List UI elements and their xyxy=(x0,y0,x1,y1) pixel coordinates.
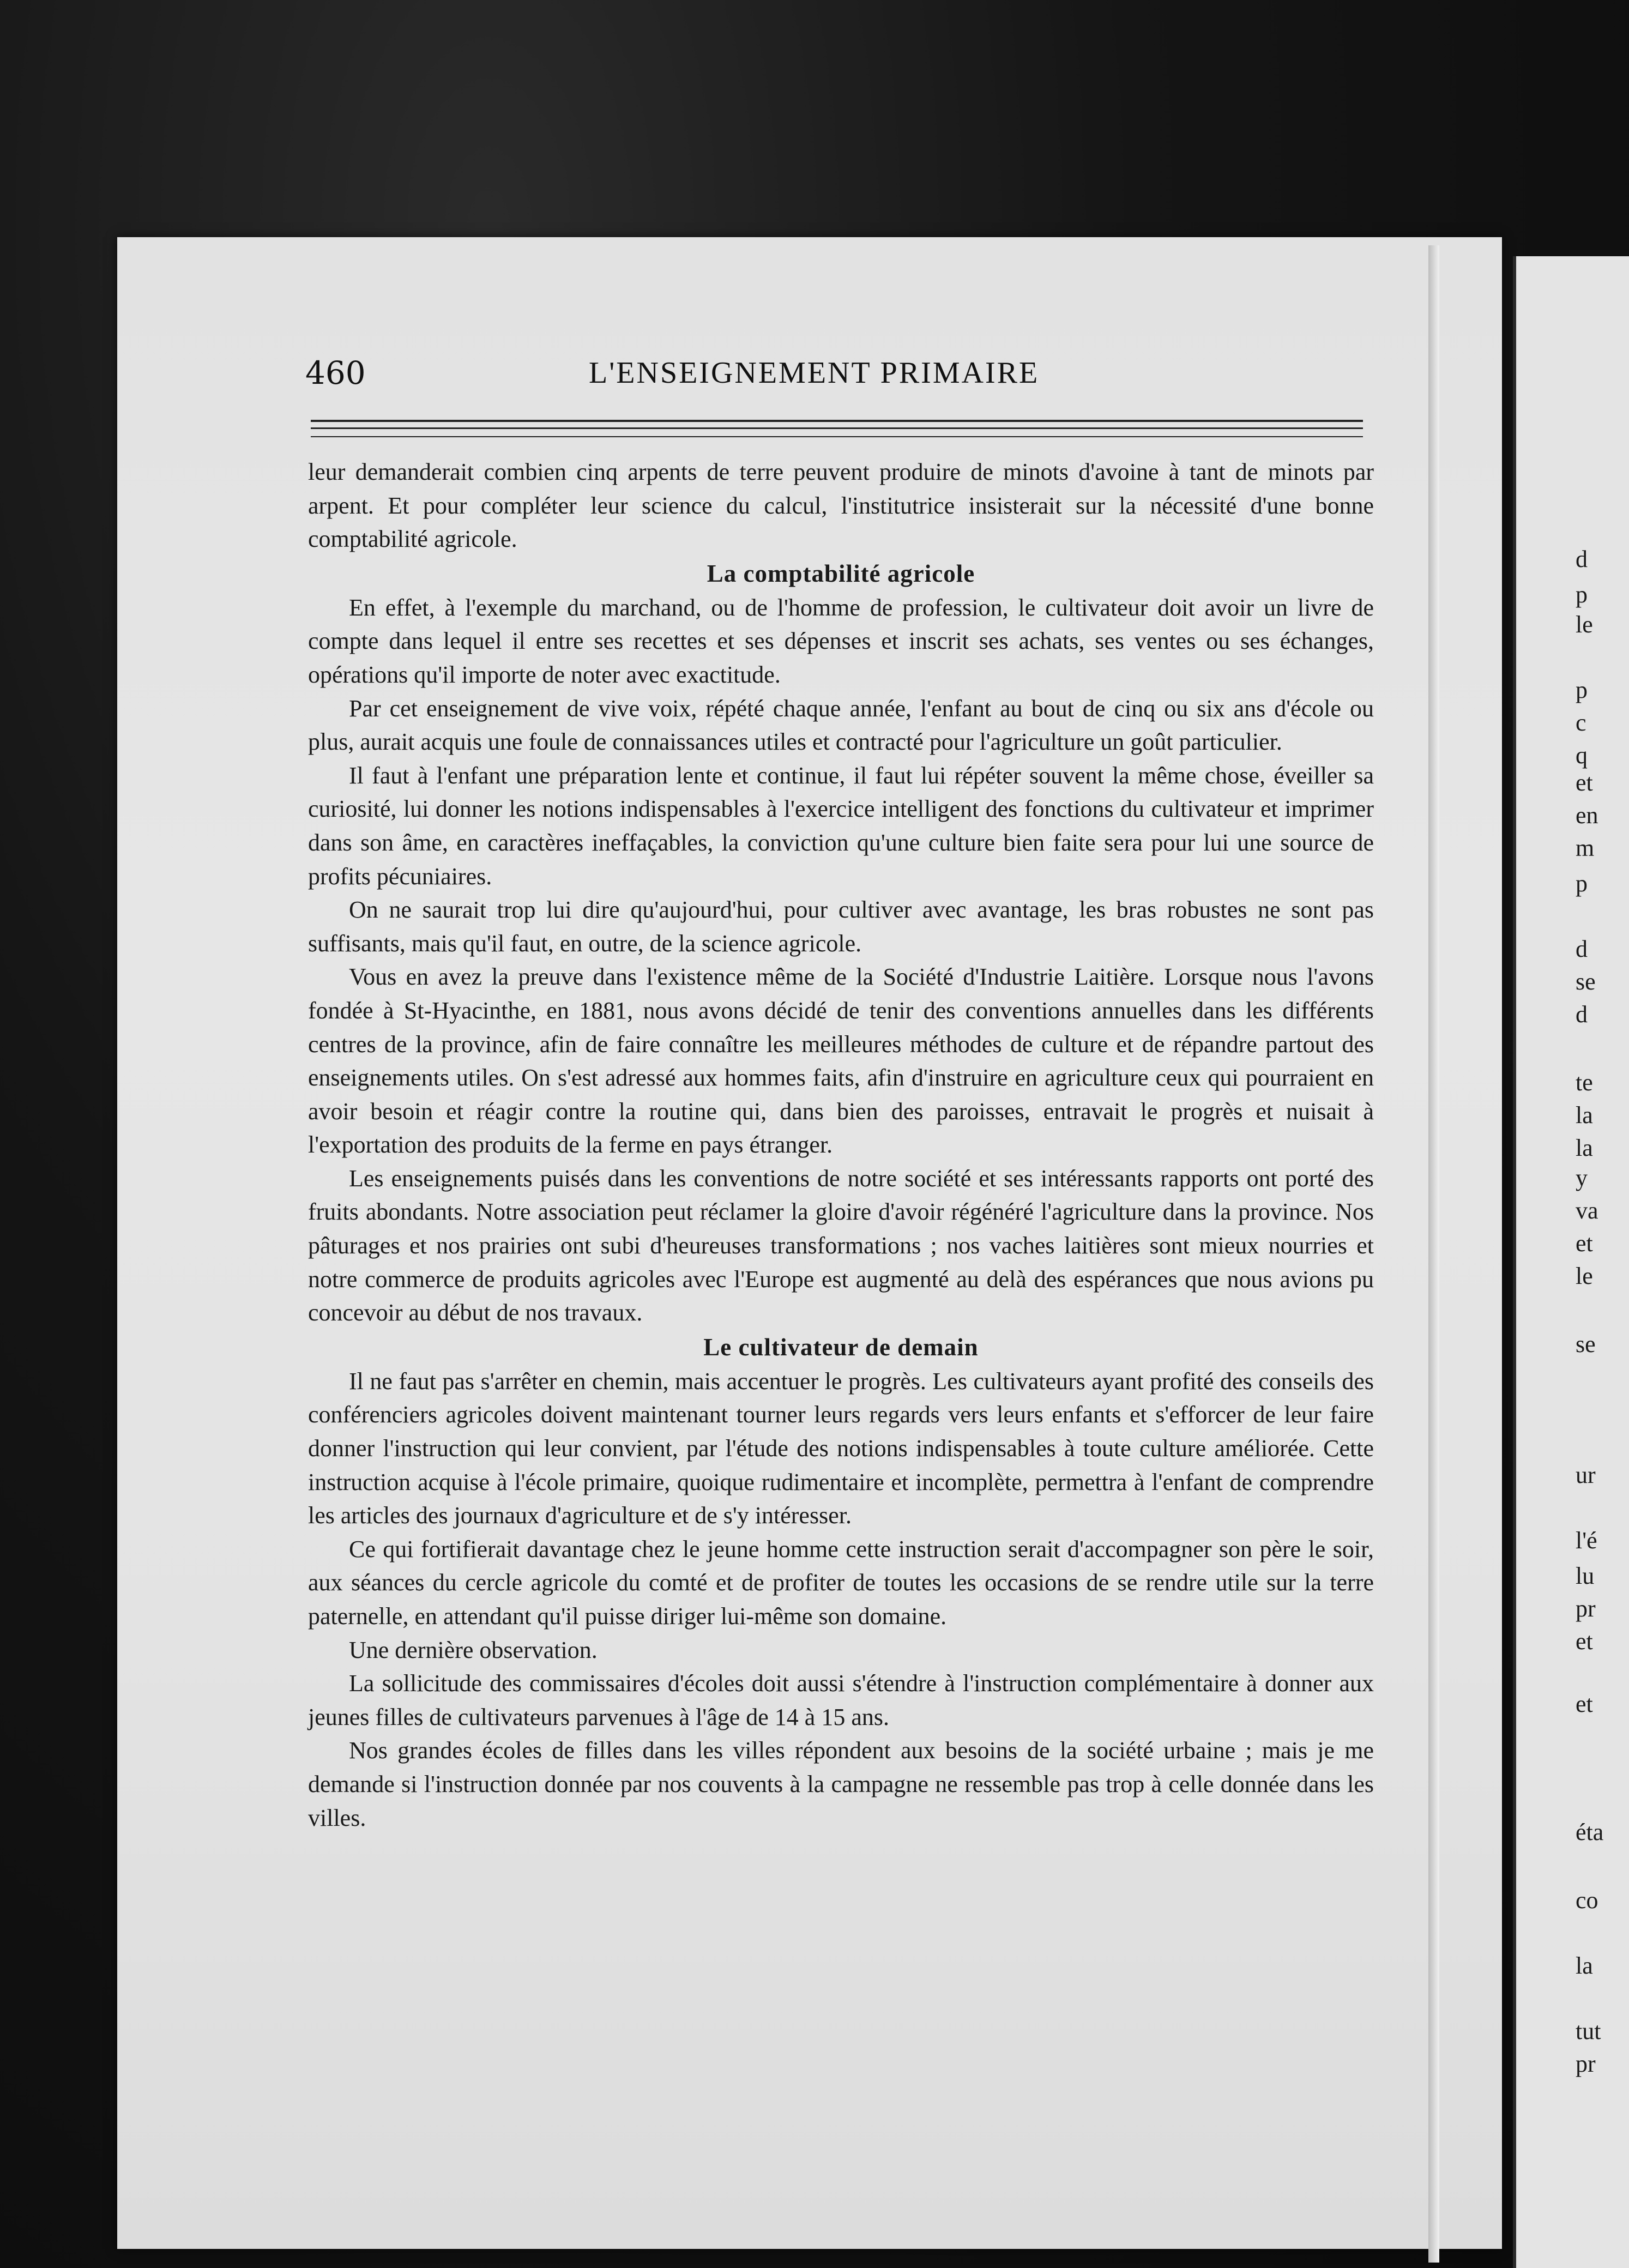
facing-page-fragment: et xyxy=(1576,769,1593,796)
facing-page-fragment: p xyxy=(1576,581,1588,608)
page-header xyxy=(305,354,1396,403)
facing-page-fragment: l'é xyxy=(1576,1527,1597,1554)
facing-page-fragment: éta xyxy=(1576,1819,1604,1845)
facing-page-fragment: et xyxy=(1576,1230,1593,1257)
article-body xyxy=(308,455,1374,1835)
paragraph: Une dernière observation. xyxy=(349,1636,598,1663)
facing-page-fragment: en xyxy=(1576,802,1598,829)
paragraph: Par cet enseignement de vive voix, répété chaque année, l'enfant au bout de cinq ou six ans d'école ou plus, aurait acquis une foule de connaissances utiles et contracté pour l'agriculture un goût particulier. xyxy=(308,695,1374,756)
paragraph: Vous en avez la preuve dans l'existence même de la Société d'Industrie Laitière. Lorsque nous l'avons fondée à St-Hyacinthe, en 1881, nous avons décidé de tenir des conventions annuelles dans les différents centres de la province, afin de faire connaître les meilleures méthodes de culture et de répandre partout des enseignements utiles. On s'est adressé aux hommes faits, afin d'instruire en agriculture ceux qui pourraient en avoir besoin et réagir contre la routine qui, dans bien des paroisses, entravait le progrès et nuisait à l'exportation des produits de la ferme en pays étranger. xyxy=(308,963,1374,1159)
facing-page-fragment: d xyxy=(1576,936,1588,962)
facing-page-fragment: q xyxy=(1576,742,1588,769)
paragraph: On ne saurait trop lui dire qu'aujourd'hui, pour cultiver avec avantage, les bras robustes ne sont pas suffisants, mais qu'il faut, en outre, de la science agricole. xyxy=(308,896,1374,957)
facing-page-fragment: se xyxy=(1576,1331,1596,1358)
paragraph: Ce qui fortifierait davantage chez le jeune homme cette instruction serait d'accompagner son père le soir, aux séances du cercle agricole du comté et de profiter de toutes les occasions de se rendre utile sur la terre paternelle, en attendant qu'il puisse diriger lui-même son domaine. xyxy=(308,1535,1374,1630)
facing-page-fragment: la xyxy=(1576,1952,1593,1979)
paragraph: Les enseignements puisés dans les conventions de notre société et ses intéressants rapports ont porté des fruits abondants. Notre association peut réclamer la gloire d'avoir régénéré l'agriculture dans la province. Nos pâturages et nos prairies ont subi d'heureuses transformations ; nos vaches laitières sont mieux nourries et notre commerce de produits agricoles avec l'Europe est augmenté au delà des espérances que nous avions pu concevoir au début de nos travaux. xyxy=(308,1165,1374,1326)
facing-page-fragment: p xyxy=(1576,677,1588,703)
facing-page-fragment: et xyxy=(1576,1691,1593,1717)
facing-page-fragment: se xyxy=(1576,968,1596,995)
section-heading: La comptabilité agricole xyxy=(707,559,975,587)
paragraph: Nos grandes écoles de filles dans les villes répondent aux besoins de la société urbaine ; mais je me demande si l'instruction donnée par nos couvents à la campagne ne ressemble pas trop à celle donnée dans les villes. xyxy=(308,1737,1374,1831)
facing-page-fragment: tut xyxy=(1576,2018,1601,2044)
facing-page-fragment: la xyxy=(1576,1135,1593,1161)
facing-page-fragment: la xyxy=(1576,1102,1593,1129)
facing-page-fragment: d xyxy=(1576,1001,1588,1028)
facing-page-fragment: pr xyxy=(1576,2050,1596,2077)
facing-page-fragment: lu xyxy=(1576,1563,1595,1589)
running-title: L'ENSEIGNEMENT PRIMAIRE xyxy=(589,356,1040,390)
header-rule xyxy=(311,427,1363,429)
facing-page-fragment: va xyxy=(1576,1197,1598,1224)
facing-page-fragment: le xyxy=(1576,1263,1593,1289)
facing-page-fragment: te xyxy=(1576,1069,1593,1096)
paragraph: Il ne faut pas s'arrêter en chemin, mais accentuer le progrès. Les cultivateurs ayant profité des conseils des conférenciers agricoles doivent maintenant tourner leurs regards vers leurs enfants et s'efforcer de leur faire donner l'instruction qui leur convient, par l'étude des notions indispensables à toute culture améliorée. Cette instruction acquise à l'école primaire, quoique rudimentaire et incomplète, permettra à l'enfant de comprendre les articles des journaux d'agriculture et de s'y intéresser. xyxy=(308,1367,1374,1529)
page-number: 460 xyxy=(305,354,366,391)
paragraph: En effet, à l'exemple du marchand, ou de l'homme de profession, le cultivateur doit avoir un livre de compte dans lequel il entre ses recettes et ses dépenses et inscrit ses achats, ses ventes ou ses échanges, opérations qu'il importe de noter avec exactitude. xyxy=(308,594,1374,688)
facing-page-fragment: c xyxy=(1576,709,1586,736)
paragraph: La sollicitude des commissaires d'écoles doit aussi s'étendre à l'instruction complémentaire à donner aux jeunes filles de cultivateurs parvenues à l'âge de 14 à 15 ans. xyxy=(308,1670,1374,1730)
facing-page-fragment: co xyxy=(1576,1887,1598,1914)
facing-page-fragment: et xyxy=(1576,1628,1593,1655)
facing-page-fragment: p xyxy=(1576,870,1588,897)
page-edge xyxy=(1428,245,1439,2263)
facing-page xyxy=(1513,256,1629,2268)
paragraph: leur demanderait combien cinq arpents de terre peuvent produire de minots d'avoine à tant de minots par arpent. Et pour compléter leur science du calcul, l'institutrice insisterait sur la nécessité d'une bonne comptabilité agricole. xyxy=(308,459,1374,553)
facing-page-fragment: pr xyxy=(1576,1595,1596,1622)
paragraph: Il faut à l'enfant une préparation lente et continue, il faut lui répéter souvent la même chose, éveiller sa curiosité, lui donner les notions indispensables à l'exercice intelligent des fonctions du cultivateur et imprimer dans son âme, en caractères ineffaçables, la conviction qu'une culture bien faite sera pour lui une source de profits pécuniaires. xyxy=(308,762,1374,890)
facing-page-fragment: ur xyxy=(1576,1462,1596,1488)
facing-page-fragment: d xyxy=(1576,546,1588,572)
section-heading: Le cultivateur de demain xyxy=(703,1333,979,1361)
facing-page-fragment: le xyxy=(1576,611,1593,638)
facing-page-fragment: m xyxy=(1576,835,1595,861)
facing-page-fragment: y xyxy=(1576,1165,1588,1191)
header-rule xyxy=(311,420,1363,422)
header-rule xyxy=(311,436,1363,437)
